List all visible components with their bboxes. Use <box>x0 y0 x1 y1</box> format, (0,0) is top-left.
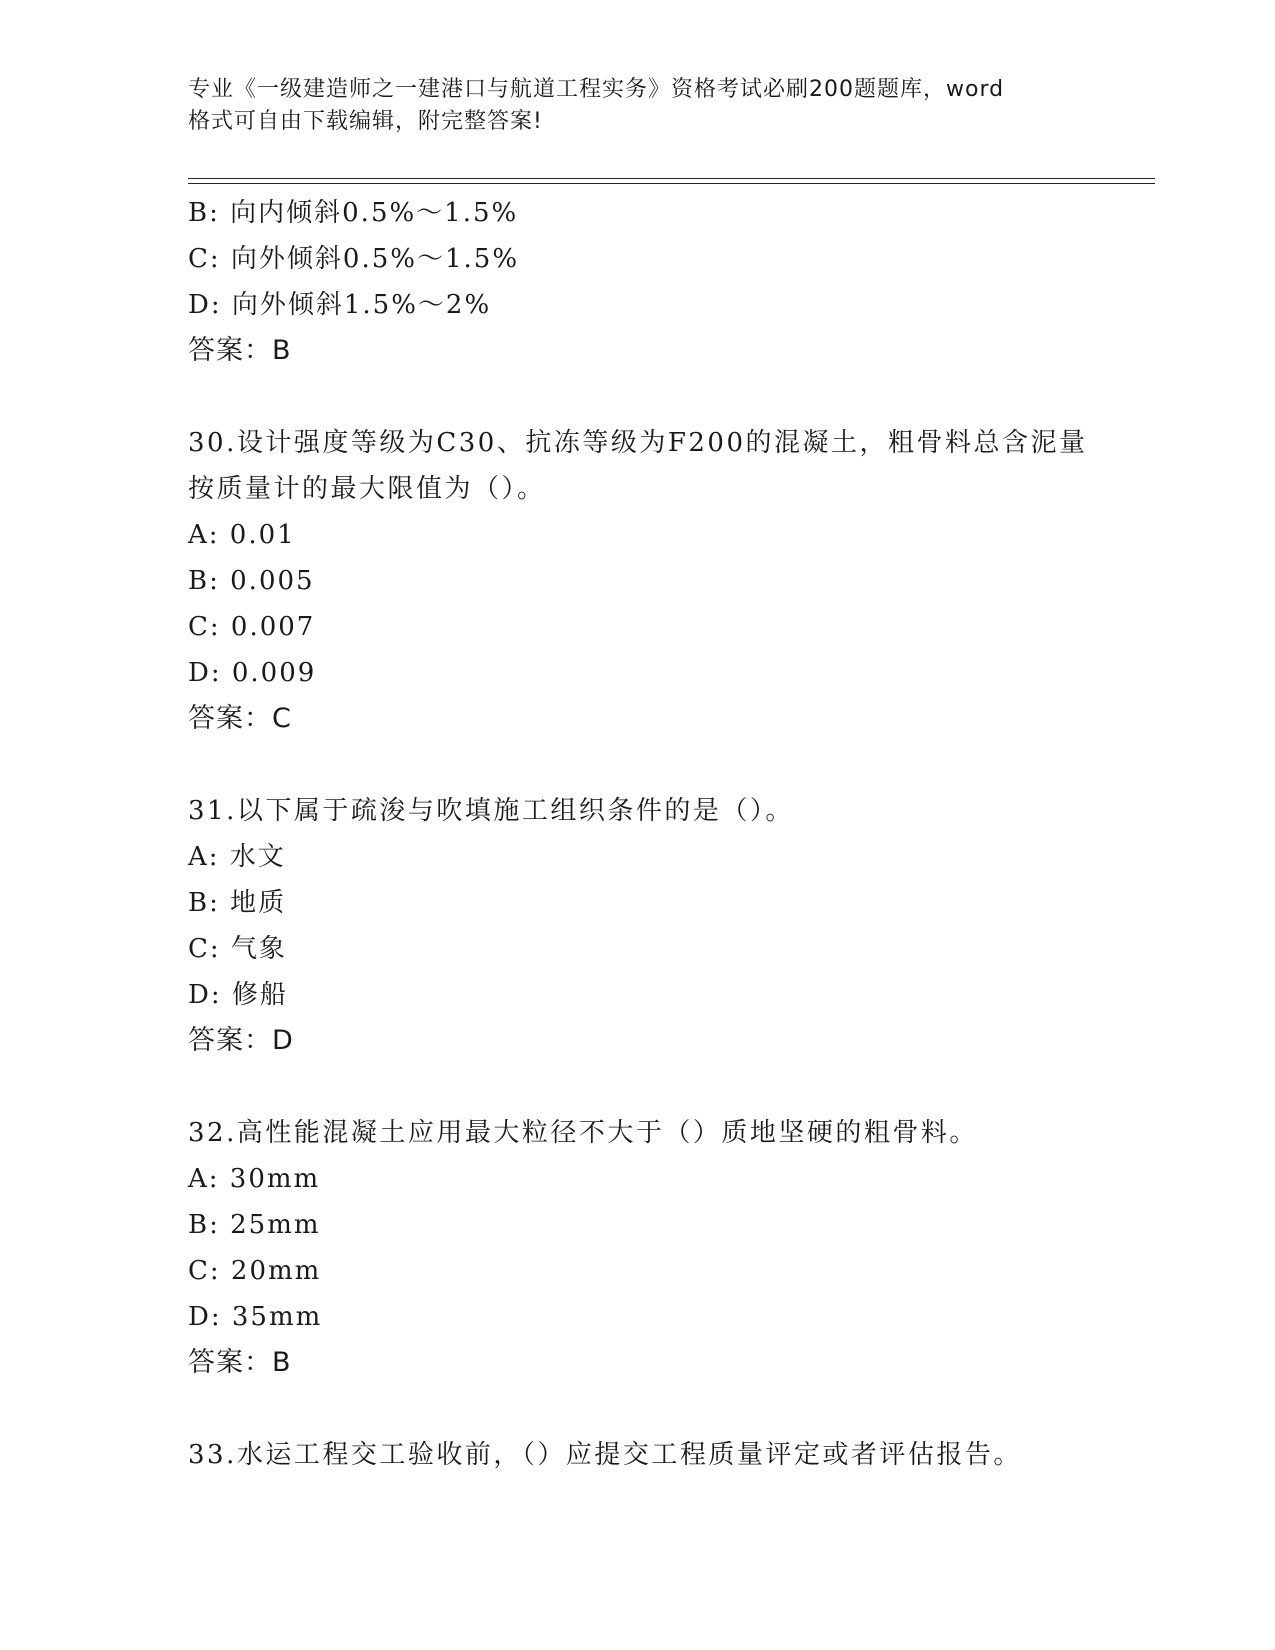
header-line-2: 格式可自由下载编辑，附完整答案! <box>188 109 543 134</box>
answer: 答案：C <box>188 703 292 734</box>
option-d: D: 35mm <box>188 1302 323 1332</box>
question-33 <box>188 1432 1148 1478</box>
question-stem-line: 按质量计的最大限值为（）。 <box>188 474 546 504</box>
option-c: C: 气象 <box>188 934 287 964</box>
option-c: C: 20mm <box>188 1256 322 1286</box>
question-list <box>188 190 1148 1478</box>
option-b: B: 25mm <box>188 1210 321 1240</box>
question-stem <box>188 788 1088 834</box>
option-d: D: 0.009 <box>188 658 317 688</box>
header-line-1: 专业《一级建造师之一建港口与航道工程实务》资格考试必刷200题题库，word <box>188 77 1005 102</box>
answer: 答案：B <box>188 335 292 366</box>
previous-question-block <box>188 190 1148 374</box>
question-stem-line: 30.设计强度等级为C30、抗冻等级为F200的混凝土，粗骨料总含泥量 <box>188 428 1088 458</box>
option-a: A: 30mm <box>188 1164 321 1194</box>
option-d: D: 修船 <box>188 980 288 1010</box>
question-stem-line: 33.水运工程交工验收前，（）应提交工程质量评定或者评估报告。 <box>188 1440 1022 1470</box>
option-a: A: 0.01 <box>188 520 296 550</box>
option-a: A: 水文 <box>188 842 286 872</box>
option-d: D: 向外倾斜1.5%～2% <box>188 290 492 320</box>
option-b: B: 0.005 <box>188 566 315 596</box>
question-31 <box>188 788 1148 1064</box>
option-b: B: 地质 <box>188 888 287 918</box>
answer: 答案：D <box>188 1025 294 1056</box>
question-stem <box>188 1110 1088 1156</box>
option-b: B: 向内倾斜0.5%～1.5% <box>188 198 519 228</box>
header-divider-bottom <box>188 183 1155 184</box>
answer: 答案：B <box>188 1347 292 1378</box>
document-header <box>188 74 1088 138</box>
question-30 <box>188 420 1148 742</box>
question-stem <box>188 420 1088 512</box>
question-32 <box>188 1110 1148 1386</box>
option-c: C: 向外倾斜0.5%～1.5% <box>188 244 520 274</box>
question-stem-line: 31.以下属于疏浚与吹填施工组织条件的是（）。 <box>188 796 794 826</box>
question-stem <box>188 1432 1088 1478</box>
question-stem-line: 32.高性能混凝土应用最大粒径不大于（）质地坚硬的粗骨料。 <box>188 1118 978 1148</box>
option-c: C: 0.007 <box>188 612 316 642</box>
header-divider-top <box>188 178 1155 179</box>
